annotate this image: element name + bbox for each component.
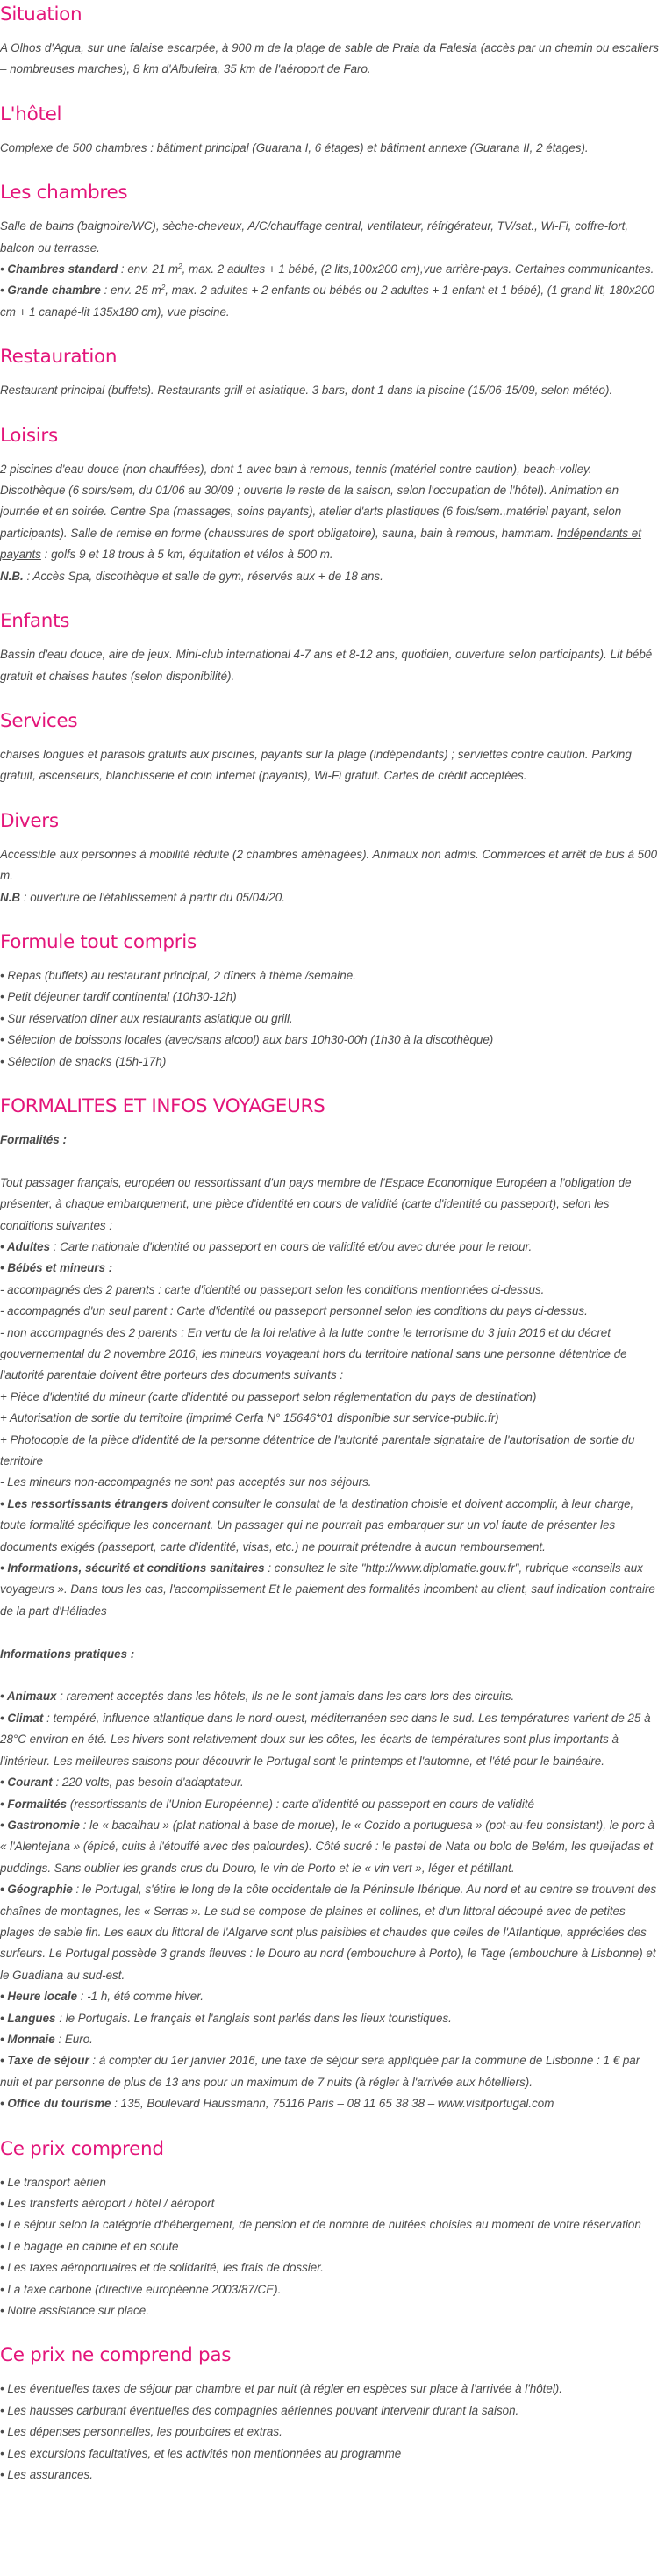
item-text: : 220 volts, pas besoin d'adaptateur. <box>52 1776 244 1790</box>
section-formule <box>0 931 660 1073</box>
item-label: • Langues <box>0 2011 56 2025</box>
subheading-text: Formalités : <box>0 1132 67 1146</box>
section-title: Divers <box>0 809 59 832</box>
paragraph: Salle de bains (baignoire/WC), sèche-cheveux, A/C/chauffage central, ventilateur, réfrigérateur, TV/sat., Wi-Fi, coffre-fort, balcon ou terrasse. <box>0 219 629 255</box>
list-item: - accompagnés d'un seul parent : Carte d'identité ou passeport personnel selon les conditions du pays ci-dessus. <box>0 1304 588 1318</box>
paragraph: Complexe de 500 chambres : bâtiment principal (Guarana I, 6 étages) et bâtiment annexe (Guarana II, 2 étages). <box>0 140 589 154</box>
superscript: 2 <box>161 283 166 292</box>
list-item: • Le bagage en cabine et en soute <box>0 2239 179 2253</box>
list-item: - Les mineurs non-accompagnés ne sont pas acceptés sur nos séjours. <box>0 1475 372 1489</box>
item-label: • Taxe de séjour <box>0 2054 89 2068</box>
item-text: : à compter du 1er janvier 2016, une taxe de séjour sera appliquée par la commune de Lisbonne : 1 € par nuit et par personne de plus de 13 ans pour un maximum de 7 nuits (à régler à l'arrivée aux hôtelliers). <box>0 2054 640 2089</box>
item-text: doivent consulter le consulat de la destination choisie et doivent accomplir, à leur charge, toute formalité spécifique les concernant. Un passager qui ne pourrait pas embarquer sur un vol faute de présenter les documents exigés (passeport, carte d'identité, visas, etc.) ne pourrait prétendre à aucun remboursement. <box>0 1496 634 1553</box>
list-item <box>0 1494 660 1558</box>
section-prix-comprend <box>0 2138 660 2322</box>
list-item: • Sur réservation dîner aux restaurants asiatique ou grill. <box>0 1011 293 1025</box>
list-item: + Autorisation de sortie du territoire (imprimé Cerfa N° 15646*01 disponible sur service-public.fr) <box>0 1411 499 1425</box>
text: 2 piscines d'eau douce (non chauffées), dont 1 avec bain à remous, tennis (matériel contre caution), beach-volley. Discothèque (6 soirs/sem, du 01/06 au 30/09 ; ouverte le reste de la saison, selon l'occupation de l'hôtel). Animation en journée et en soirée. Centre Spa (massages, soins payants), atelier d'arts plastiques (6 fois/sem.,matériel payant, selon participants). Salle de remise en forme (chaussures de sport obligatoire), sauna, bain à remous, hammam. <box>0 462 622 540</box>
list-item: • Le séjour selon la catégorie d'hébergement, de pension et de nombre de nuitées choisies au moment de votre réservation <box>0 2218 641 2232</box>
section-situation <box>0 4 660 81</box>
item-label: • Courant <box>0 1776 53 1790</box>
list-item <box>0 1237 660 1258</box>
item-label: • Formalités <box>0 1797 68 1811</box>
item-text: : 135, Boulevard Haussmann, 75116 Paris – 08 11 65 38 38 – www.visitportugal.com <box>111 2097 554 2111</box>
item-label: • Géographie <box>0 1883 73 1897</box>
item-text: (ressortissants de l'Union Européenne) : carte d'identité ou passeport en cours de validité <box>67 1797 534 1811</box>
list-item <box>0 1258 660 1279</box>
item-label: • Heure locale <box>0 1990 78 2004</box>
item-text: : Euro. <box>54 2032 93 2046</box>
room-text: , max. 2 adultes + 1 bébé, (2 lits,100x200 cm),vue arrière-pays. Certaines communicantes. <box>182 262 654 276</box>
item-label: • Bébés et mineurs : <box>0 1261 113 1275</box>
list-item: + Photocopie de la pièce d'identité de la personne détentrice de l'autorité parentale signataire de l'autorisation de sortie du territoire <box>0 1432 635 1468</box>
list-item: • Petit déjeuner tardif continental (10h30-12h) <box>0 990 237 1004</box>
list-item <box>0 2050 660 2093</box>
section-prix-ne-comprend-pas <box>0 2344 660 2486</box>
item-text: : Carte nationale d'identité ou passeport en cours de validité et/ou avec durée pour le retour. <box>50 1239 533 1253</box>
room-text: : env. 25 m <box>100 283 161 298</box>
superscript: 2 <box>178 262 182 271</box>
item-text: : le Portugais. Le français et l'anglais sont parlés dans les lieux touristiques. <box>55 2011 452 2025</box>
bullet-list <box>0 2379 660 2486</box>
list-item: • Les excursions facultatives, et les activités non mentionnées au programme <box>0 2446 402 2460</box>
list-item: - non accompagnés des 2 parents : En vertu de la loi relative à la lutte contre le terrorisme du 3 juin 2016 et du décret gouvernemental du 2 novembre 2016, les mineurs voyageant hors du territoire national sans une personne détentrice de l'autorité parentale doivent être porteurs des documents suivants : <box>0 1325 627 1382</box>
list-item <box>0 1794 660 1815</box>
section-enfants <box>0 610 660 687</box>
list-item: • Notre assistance sur place. <box>0 2304 149 2318</box>
section-title: Services <box>0 709 78 732</box>
item-label: • Informations, sécurité et conditions sanitaires <box>0 1561 265 1575</box>
section-loisirs <box>0 425 660 587</box>
section-title: Loisirs <box>0 424 58 447</box>
item-label: • Office du tourisme <box>0 2097 111 2111</box>
list-item <box>0 2029 660 2050</box>
list-item <box>0 1879 660 1986</box>
text: : golfs 9 et 18 trous à 5 km, équitation et vélos à 500 m. <box>40 548 333 562</box>
item-text: : le « bacalhau » (plat national à base de morue), le « Cozido a portuguesa » (pot-au-feu consistant), le porc à « l'Alentejana » (épicé, cuits à l'étouffé avec des palourdes). Côté sucré : le pastel de Nata ou bolo de Belém, les queijadas et puddings. Sans oublier les grands crus du Douro, le vin de Porto et le « vin vert », léger et pétillant. <box>0 1818 655 1875</box>
paragraph: Accessible aux personnes à mobilité réduite (2 chambres aménagées). Animaux non admis. Commerces et arrêt de bus à 500 m. <box>0 847 658 883</box>
section-chambres <box>0 182 660 323</box>
item-label: • Gastronomie <box>0 1818 81 1832</box>
bullet-list <box>0 965 660 1073</box>
list-item: • Les hausses carburant éventuelles des compagnies aériennes pouvant intervenir durant la saison. <box>0 2403 519 2417</box>
list-item: • Sélection de snacks (15h-17h) <box>0 1054 167 1068</box>
note <box>0 566 660 587</box>
item-text: : -1 h, été comme hiver. <box>77 1990 204 2004</box>
note-text: : ouverture de l'établissement à partir du 05/04/20. <box>20 890 285 904</box>
list-item: • Le transport aérien <box>0 2175 106 2189</box>
list-item: • Les transferts aéroport / hôtel / aéroport <box>0 2197 215 2211</box>
item-label: • Climat <box>0 1711 44 1725</box>
paragraph: Bassin d'eau douce, aire de jeux. Mini-club international 4-7 ans et 8-12 ans, quotidien, ouverture selon participants). Lit bébé gratuit et chaises hautes (selon disponibilité). <box>0 648 653 683</box>
list-item <box>0 1986 660 2007</box>
section-title: L'hôtel <box>0 103 62 126</box>
item-text: : rarement acceptés dans les hôtels, ils ne le sont jamais dans les cars lors des circuits. <box>56 1690 515 1704</box>
section-restauration <box>0 346 660 401</box>
list-item <box>0 2008 660 2029</box>
section-title: Ce prix comprend <box>0 2137 164 2160</box>
item-label: • Adultes <box>0 1239 51 1253</box>
paragraph: Tout passager français, européen ou ressortissant d'un pays membre de l'Espace Economique Européen a l'obligation de présenter, à chaque embarquement, une pièce d'identité en cours de validité (carte d'identité ou passeport), selon les conditions suivantes : <box>0 1175 632 1232</box>
paragraph: A Olhos d'Agua, sur une falaise escarpée, à 900 m de la plage de sable de Praia da Falesia (accès par un chemin ou escaliers – nombreuses marches), 8 km d'Albufeira, 35 km de l'aéroport de Faro. <box>0 41 659 76</box>
item-label: • Animaux <box>0 1690 57 1704</box>
section-services <box>0 710 660 787</box>
list-item <box>0 2093 660 2114</box>
list-item <box>0 1686 660 1707</box>
list-item <box>0 1558 660 1622</box>
section-title: Ce prix ne comprend pas <box>0 2344 232 2367</box>
subheading <box>0 1644 660 1665</box>
list-item: • Les taxes aéroportuaires et de solidarité, les frais de dossier. <box>0 2261 324 2275</box>
list-item: • Les dépenses personnelles, les pourboires et extras. <box>0 2425 282 2439</box>
room-label: Grande chambre <box>7 283 101 298</box>
paragraph: Restaurant principal (buffets). Restaurants grill et asiatique. 3 bars, dont 1 dans la piscine (15/06-15/09, selon météo). <box>0 384 613 398</box>
list-item: • Les assurances. <box>0 2468 93 2482</box>
section-title: Situation <box>0 4 82 25</box>
list-item: + Pièce d'identité du mineur (carte d'identité ou passeport selon réglementation du pays de destination) <box>0 1389 537 1403</box>
room-text: : env. 21 m <box>118 262 179 276</box>
list-item <box>0 1772 660 1793</box>
underlined-text: Indépendants et payants <box>0 526 641 562</box>
item-label: • Les ressortissants étrangers <box>0 1496 168 1510</box>
section-title: Formule tout compris <box>0 930 197 953</box>
item-text: : consultez le site "http://www.diplomatie.gouv.fr", rubrique «conseils aux voyageurs ». Dans tous les cas, l'accomplissement Et le paiement des formalités incombent au client, sauf indication contraire de la part d'Héliades <box>0 1561 655 1618</box>
section-formalites <box>0 1095 660 2115</box>
list-item: • La taxe carbone (directive européenne 2003/87/CE). <box>0 2282 282 2296</box>
section-title: Restauration <box>0 346 118 369</box>
list-item <box>0 1815 660 1879</box>
item-text: : le Portugal, s'étire le long de la côte occidentale de la Péninsule Ibérique. Au nord et au centre se trouvent des chaînes de montagnes, les « Serras ». Le sud se compose de plaines et collines, et d'un littoral découpé avec de petites plages de sable fin. Les eaux du littoral de l'Algarve sont plus paisibles et chaudes que celles de l'Atlantique, appréciées des surfeurs. Le Portugal possède 3 grands fleuves : le Douro au nord (embouchure à Porto), le Tage (embouchure à Lisbonne) et le Guadiana au sud-est. <box>0 1883 657 1982</box>
document <box>0 4 665 2486</box>
section-title: Enfants <box>0 610 70 633</box>
section-hotel <box>0 104 660 159</box>
room-label: Chambres standard <box>7 262 118 276</box>
bullet-list <box>0 2172 660 2322</box>
note-label: N.B. <box>0 569 24 583</box>
subheading <box>0 1130 660 1151</box>
list-item: - accompagnés des 2 parents : carte d'identité ou passeport selon les conditions mentionnées ci-dessus. <box>0 1282 545 1296</box>
list-item: • Sélection de boissons locales (avec/sans alcool) aux bars 10h30-00h (1h30 à la discothèque) <box>0 1033 494 1047</box>
item-label: • Monnaie <box>0 2032 55 2046</box>
section-title: Les chambres <box>0 182 128 205</box>
item-text: : tempéré, influence atlantique dans le nord-ouest, méditerranéen sec dans le sud. Les températures varient de 25 à 28°C environ en été. Les hivers sont relativement doux sur les côtes, les écarts de températures sont plus importants à l'intérieur. Les meilleures saisons pour découvrir le Portugal sont le printemps et l'automne, et l'été pour le balnéaire. <box>0 1711 651 1768</box>
section-title: FORMALITES ET INFOS VOYAGEURS <box>0 1094 325 1117</box>
room-grande: • Grande chambre : env. 25 $m^2$, max. 2 adultes + 2 enfants ou bébés ou 2 adultes + 1 enfant et 1 bébé), (1 grand lit, 180x200 cm + 1 canapé-lit 135x180 cm), vue piscine. <box>0 283 654 319</box>
note <box>0 887 660 908</box>
note-label: N.B <box>0 890 21 904</box>
list-item <box>0 1708 660 1772</box>
paragraph <box>0 459 660 566</box>
section-divers <box>0 810 660 908</box>
paragraph: chaises longues et parasols gratuits aux piscines, payants sur la plage (indépendants) ; serviettes contre caution. Parking gratuit, ascenseurs, blanchisserie et coin Internet (payants), Wi-Fi gratuit. Cartes de crédit acceptées. <box>0 747 632 783</box>
room-text: , max. 2 adultes + 2 enfants ou bébés ou 2 adultes + 1 enfant et 1 bébé), (1 grand lit, 180x200 cm + 1 canapé-lit 135x180 cm), vue piscine. <box>0 283 654 319</box>
list-item: • Les éventuelles taxes de séjour par chambre et par nuit (à régler en espèces sur place à l'arrivée à l'hôtel). <box>0 2382 562 2396</box>
subheading-text: Informations pratiques : <box>0 1647 135 1661</box>
list-item: • Repas (buffets) au restaurant principal, 2 dîners à thème /semaine. <box>0 968 356 982</box>
note-text: : Accès Spa, discothèque et salle de gym, réservés aux + de 18 ans. <box>23 569 383 583</box>
room-standard: • Chambres standard : env. 21 $m^2$, max. 2 adultes + 1 bébé, (2 lits,100x200 cm),vue arrière-pays. Certaines communicantes. <box>0 262 654 276</box>
